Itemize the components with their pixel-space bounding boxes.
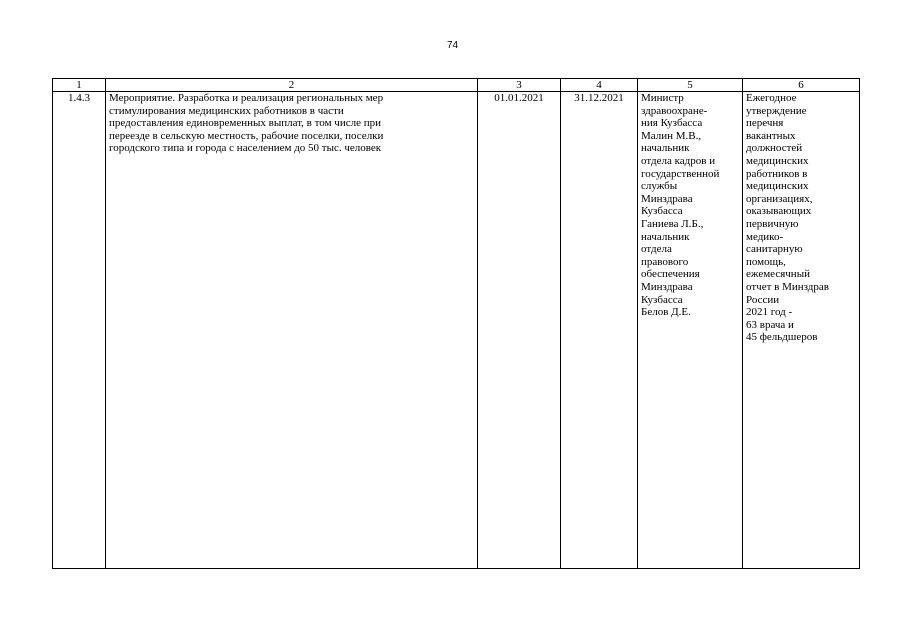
start-date: 01.01.2021 [478, 92, 561, 569]
end-date: 31.12.2021 [561, 92, 638, 569]
header-cell-2: 2 [106, 79, 478, 92]
header-row [53, 79, 860, 92]
header-cell-3: 3 [478, 79, 561, 92]
measure-description: Мероприятие. Разработка и реализация региональных мер стимулирования медицинских работников в части предоставления единовременных выплат, в том числе при переезде в сельскую местность, рабочие поселки, поселки городского типа и города с населением до 50 тыс. человек [106, 92, 478, 569]
table-row [53, 92, 860, 569]
header-cell-4: 4 [561, 79, 638, 92]
responsible-persons: Министр здравоохране- ния Кузбасса Малин М.В., начальник отдела кадров и государственной службы Минздрава Кузбасса Ганиева Л.Б., начальник отдела правового обеспечения Минздрава Кузбасса Белов Д.Е. [638, 92, 743, 569]
measures-table [52, 78, 860, 569]
row-number: 1.4.3 [53, 92, 106, 569]
expected-result: Ежегодное утверждение перечня вакантных должностей медицинских работников в медицинских организациях, оказывающих первичную медико- санитарную помощь, ежемесячный отчет в Минздрав России 2021 год - 63 врача и 45 фельдшеров [743, 92, 860, 569]
header-cell-6: 6 [743, 79, 860, 92]
header-cell-1: 1 [53, 79, 106, 92]
page-number: 74 [446, 40, 459, 51]
header-cell-5: 5 [638, 79, 743, 92]
